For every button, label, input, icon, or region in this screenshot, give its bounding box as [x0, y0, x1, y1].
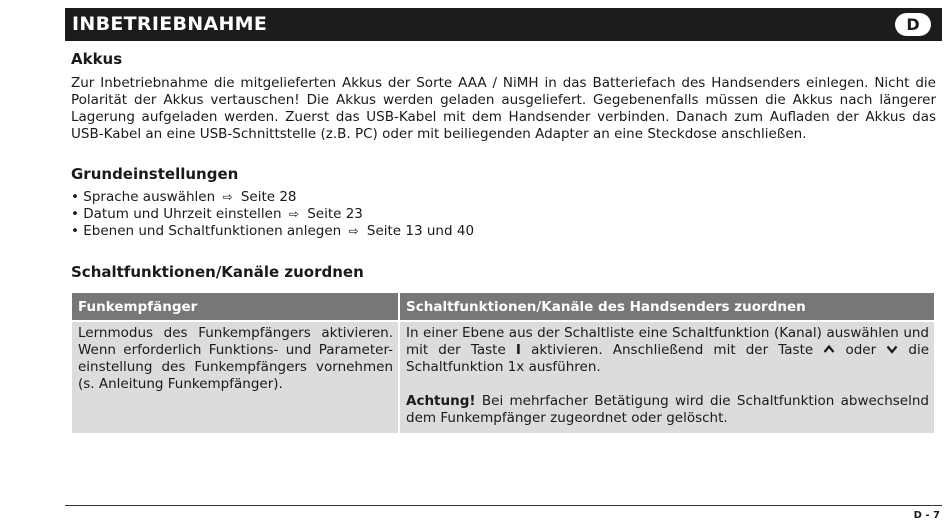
warning-text: Bei mehrfacher Betätigung wird die Schaltfunktion abwechselnd dem Funkempfänger zugeordnet oder gelöscht.	[406, 393, 929, 426]
chevron-down-icon	[886, 343, 898, 355]
arrow-right-icon: ⇨	[348, 224, 359, 238]
assignment-table	[70, 293, 936, 433]
receiver-instructions: Lernmodus des Funkempfängers aktivieren. Wenn erforderlich Funktions- und Parameter-einstellung des Funkempfängers vornehmen (s. Anleitung Funkempfänger).	[72, 322, 398, 433]
akkus-paragraph: Zur Inbetriebnahme die mitgelieferten Akkus der Sorte AAA / NiMH in das Batteriefach des Handsenders einlegen. Nicht die Polarität der Akkus vertauschen! Die Akkus werden geladen ausgeliefert. Gegebenenfalls müssen die Akkus nach längerer Lagerung aufgeladen werden. Zuerst das USB-Kabel mit dem Handsender verbinden. Danach zum Aufladen der Akkus das USB-Kabel an eine USB-Schnittstelle (z.B. PC) oder mit beiliegenden Adapter an eine Steckdose anschließen.	[71, 75, 936, 142]
bullet: •	[71, 223, 79, 239]
warning-note	[406, 393, 929, 427]
list-item	[71, 189, 474, 206]
arrow-right-icon: ⇨	[222, 190, 233, 204]
list-item-label: Sprache auswählen	[83, 189, 216, 205]
key-i-label: I	[515, 342, 521, 358]
zuordnen-heading: Schaltfunktionen/Kanäle zuordnen	[71, 263, 364, 281]
list-item	[71, 206, 474, 223]
page-reference: Seite 28	[240, 189, 297, 205]
grundeinstellungen-heading: Grundeinstellungen	[71, 165, 239, 183]
table-row	[72, 322, 934, 433]
section-header-bar	[65, 8, 942, 41]
language-badge: D	[895, 13, 931, 36]
page-reference: Seite 23	[307, 206, 363, 222]
bullet: •	[71, 206, 79, 222]
column-header-transmitter: Schaltfunktionen/Kanäle des Handsenders zuordnen	[400, 293, 934, 320]
arrow-right-icon: ⇨	[288, 207, 299, 221]
transmitter-instructions	[400, 322, 934, 433]
column-header-receiver: Funkempfänger	[72, 293, 398, 320]
warning-label: Achtung!	[406, 393, 476, 409]
list-item	[71, 223, 474, 240]
page-number: D - 7	[913, 510, 940, 521]
table-header-row	[72, 293, 934, 320]
section-title: INBETRIEBNAHME	[72, 13, 268, 35]
footer-divider	[65, 505, 942, 506]
transmitter-steps: In einer Ebene aus der Schaltliste eine Schaltfunktion (Kanal) auswählen und mit der Taste I aktivieren. Anschließend mit der Taste oder die Schaltfunktion 1x ausführen.	[406, 325, 930, 375]
grundeinstellungen-list	[71, 189, 474, 240]
bullet: •	[71, 189, 79, 205]
chevron-up-icon	[823, 343, 835, 355]
akkus-heading: Akkus	[71, 50, 123, 68]
list-item-label: Ebenen und Schaltfunktionen anlegen	[83, 223, 342, 239]
list-item-label: Datum und Uhrzeit einstellen	[83, 206, 282, 222]
page-reference: Seite 13 und 40	[366, 223, 475, 239]
